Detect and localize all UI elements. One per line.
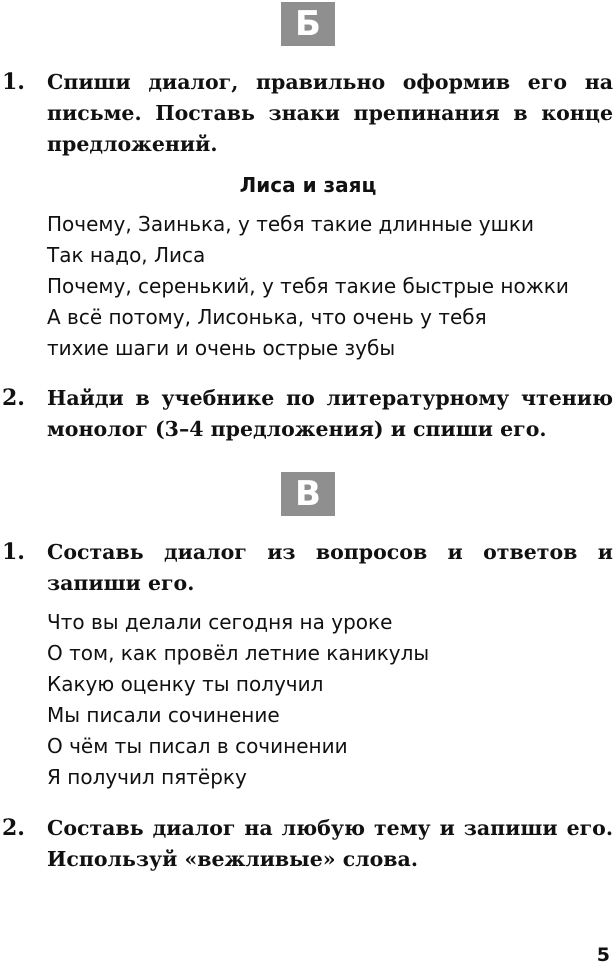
- dialog-line: А всё потому, Лисонька, что очень у тебя: [47, 305, 487, 329]
- task-number: 1.: [2, 69, 25, 95]
- dialog-line: тихие шаги и очень острые зубы: [47, 336, 396, 360]
- dialog-line: Что вы делали сегодня на уроке: [47, 610, 393, 634]
- dialog-line: О том, как провёл летние каникулы: [47, 641, 430, 665]
- task-number: 2.: [2, 385, 25, 411]
- dialog-line: О чём ты писал в сочинении: [47, 734, 348, 758]
- section-v-task-1: [0, 537, 616, 601]
- dialog-line: Так надо, Лиса: [47, 243, 206, 267]
- dialog-title: Лиса и заяц: [239, 173, 377, 197]
- dialog-lines: [47, 209, 616, 364]
- task-instruction: Найди в учебнике по литературному чтению монолог (3–4 предложения) и спиши его.: [47, 386, 613, 441]
- dialog-line: Какую оценку ты получил: [47, 672, 324, 696]
- page-number: 5: [596, 944, 610, 966]
- task-number: 1.: [2, 539, 25, 565]
- dialog-line: Почему, Заинька, у тебя такие длинные ушки: [47, 212, 534, 236]
- section-b-task-1: [0, 67, 616, 162]
- dialog-line: Я получил пятёрку: [47, 765, 247, 789]
- dialog-line: Мы писали сочинение: [47, 703, 280, 727]
- section-v-task-2: [0, 813, 616, 877]
- task-number: 2.: [2, 815, 25, 841]
- section-b-badge: Б: [281, 2, 335, 46]
- dialog-lines: [47, 607, 616, 793]
- task-instruction: Составь диалог из вопросов и ответов и запиши его.: [47, 540, 613, 595]
- dialog-line: Почему, серенький, у тебя такие быстрые ножки: [47, 274, 569, 298]
- section-b-task-2: [0, 383, 616, 447]
- task-instruction: Спиши диалог, правильно оформив его на письме. Поставь знаки препинания в конце предложений.: [47, 70, 613, 156]
- section-v-badge: В: [281, 472, 335, 516]
- task-instruction: Составь диалог на любую тему и запиши его. Используй «вежливые» слова.: [47, 816, 613, 871]
